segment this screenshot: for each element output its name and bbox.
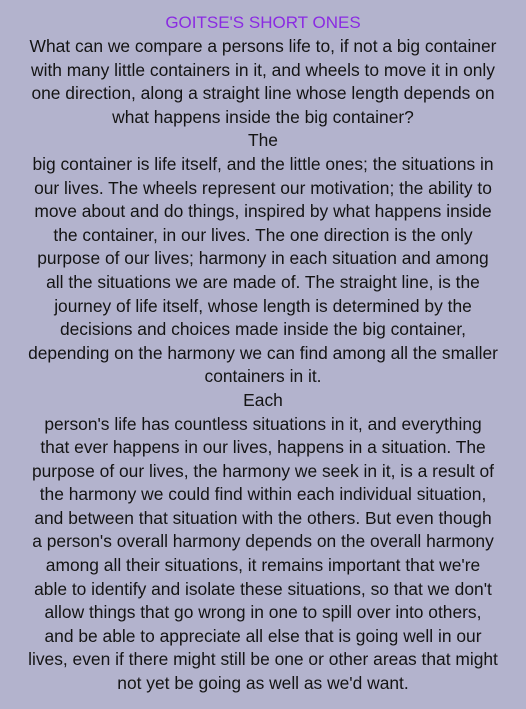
text-line: allow things that go wrong in one to spill over into others,: [44, 602, 482, 623]
text-line: the harmony we could find within each individual situation,: [39, 484, 487, 505]
text-line: one direction, along a straight line whose length depends on: [31, 83, 495, 104]
text-line: able to identify and isolate these situations, so that we don't: [34, 578, 492, 599]
text-line: and be able to appreciate all else that is going well in our: [44, 625, 482, 646]
text-line: and between that situation with the others. But even though: [34, 507, 492, 528]
text-line: depending on the harmony we can find among all the smaller: [28, 342, 498, 363]
text-line: journey of life itself, whose length is determined by the: [54, 295, 472, 316]
text-line: move about and do things, inspired by what happens inside: [34, 201, 492, 222]
text-line: person's life has countless situations in it, and everything: [44, 413, 482, 434]
text-line: What can we compare a persons life to, if not a big container: [29, 36, 497, 56]
text-line: Each: [243, 389, 283, 410]
text-line: purpose of our lives, the harmony we seek in it, is a result of: [31, 460, 495, 481]
text-line: purpose of our lives; harmony in each situation and among: [37, 248, 489, 269]
text-line: The: [248, 130, 278, 151]
text-line: containers in it.: [204, 366, 322, 387]
text-line: that ever happens in our lives, happens in a situation. The: [40, 437, 486, 458]
text-line: all the situations we are made of. The straight line, is the: [46, 271, 480, 292]
document-body: [6, 35, 520, 696]
text-line: the container, in our lives. The one direction is the only: [53, 224, 473, 245]
text-line: decisions and choices made inside the big container,: [59, 319, 467, 340]
text-line: lives, even if there might still be one or other areas that might: [28, 649, 498, 670]
text-line: with many little containers in it, and wheels to move it in only: [31, 59, 495, 80]
text-line: our lives. The wheels represent our motivation; the ability to: [34, 177, 492, 198]
text-line: what happens inside the big container?: [112, 106, 414, 127]
text-line: a person's overall harmony depends on the overall harmony: [32, 531, 494, 552]
text-line: among all their situations, it remains important that we're: [45, 555, 481, 576]
text-line: big container is life itself, and the little ones; the situations in: [32, 153, 494, 174]
document-title: GOITSE'S SHORT ONES: [165, 13, 361, 32]
text-line: not yet be going as well as we'd want.: [117, 673, 409, 694]
